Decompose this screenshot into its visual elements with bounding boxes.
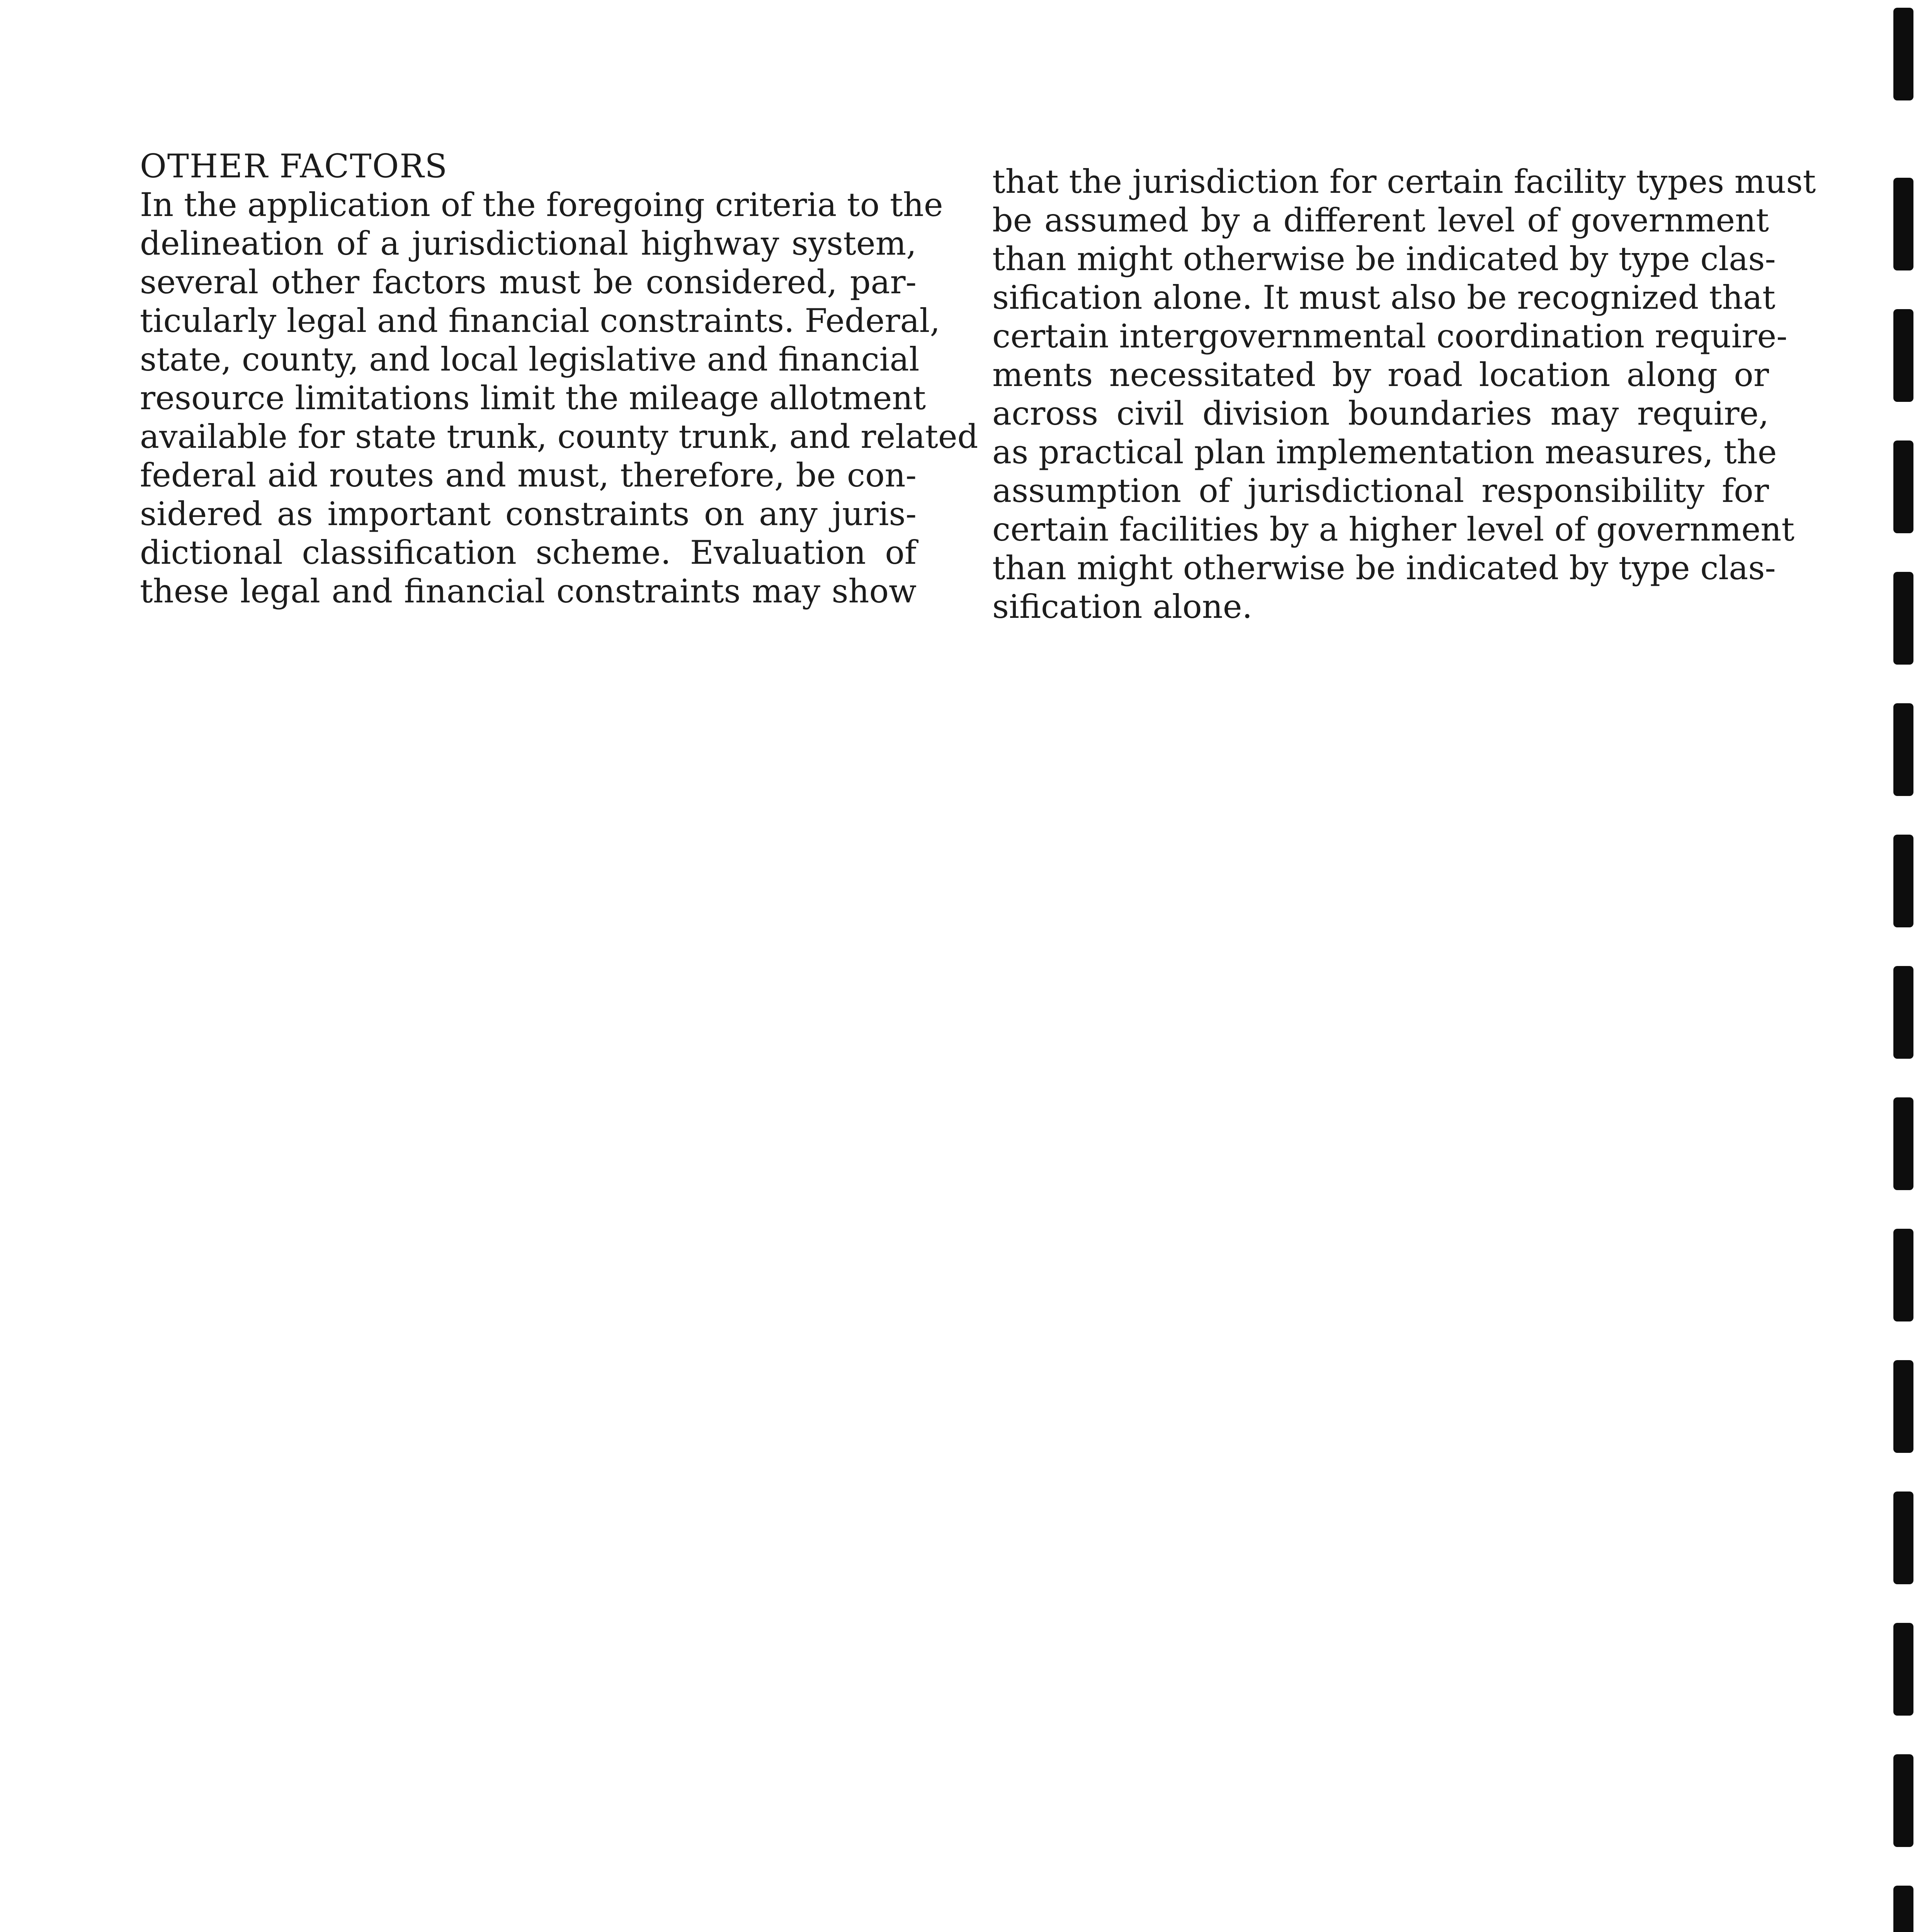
body-line: these legal and financial constraints may show	[140, 572, 917, 610]
body-line: ments necessitated by road location along or	[992, 356, 1769, 394]
binding-hole	[1893, 8, 1913, 100]
body-line: In the application of the foregoing criteria to the	[140, 186, 943, 224]
left-column	[140, 147, 978, 611]
body-line: dictional classification scheme. Evaluation of	[140, 534, 917, 571]
body-line: sidered as important constraints on any juris-	[140, 495, 917, 533]
body-line: available for state trunk, county trunk, and related	[140, 418, 978, 456]
body-line: federal aid routes and must, therefore, be con-	[140, 456, 917, 494]
binding-hole	[1893, 1492, 1913, 1584]
body-line: sification alone. It must also be recognized that	[992, 279, 1776, 316]
binding-hole	[1893, 440, 1913, 533]
body-line: be assumed by a different level of government	[992, 201, 1769, 239]
binding-hole	[1893, 966, 1913, 1059]
body-line: resource limitations limit the mileage allotment	[140, 379, 926, 417]
body-line: delineation of a jurisdictional highway system,	[140, 224, 917, 262]
body-line: certain facilities by a higher level of government	[992, 510, 1795, 548]
binding-hole	[1893, 1360, 1913, 1453]
binding-hole	[1893, 835, 1913, 927]
body-line: than might otherwise be indicated by type clas-	[992, 549, 1776, 587]
binding-hole	[1893, 1886, 1913, 1932]
binding-hole	[1893, 1754, 1913, 1847]
body-line: several other factors must be considered, par-	[140, 263, 917, 301]
section-heading: OTHER FACTORS	[140, 147, 448, 185]
body-line: as practical plan implementation measures, the	[992, 433, 1777, 471]
binding-holes	[1893, 0, 1917, 1932]
right-column	[992, 162, 1816, 626]
body-line: certain intergovernmental coordination require-	[992, 317, 1787, 355]
body-line: state, county, and local legislative and financial	[140, 340, 920, 378]
body-line: sification alone.	[992, 588, 1253, 626]
body-line: ticularly legal and financial constraints. Federal,	[140, 302, 940, 340]
body-line: across civil division boundaries may require,	[992, 395, 1769, 432]
binding-hole	[1893, 703, 1913, 796]
binding-hole	[1893, 1097, 1913, 1190]
binding-hole	[1893, 572, 1913, 665]
binding-hole	[1893, 309, 1913, 402]
body-line: assumption of jurisdictional responsibility for	[992, 472, 1769, 510]
binding-hole	[1893, 1623, 1913, 1716]
body-line: than might otherwise be indicated by type clas-	[992, 240, 1776, 278]
binding-hole	[1893, 1229, 1913, 1321]
body-line: that the jurisdiction for certain facility types must	[992, 163, 1816, 201]
binding-hole	[1893, 178, 1913, 270]
